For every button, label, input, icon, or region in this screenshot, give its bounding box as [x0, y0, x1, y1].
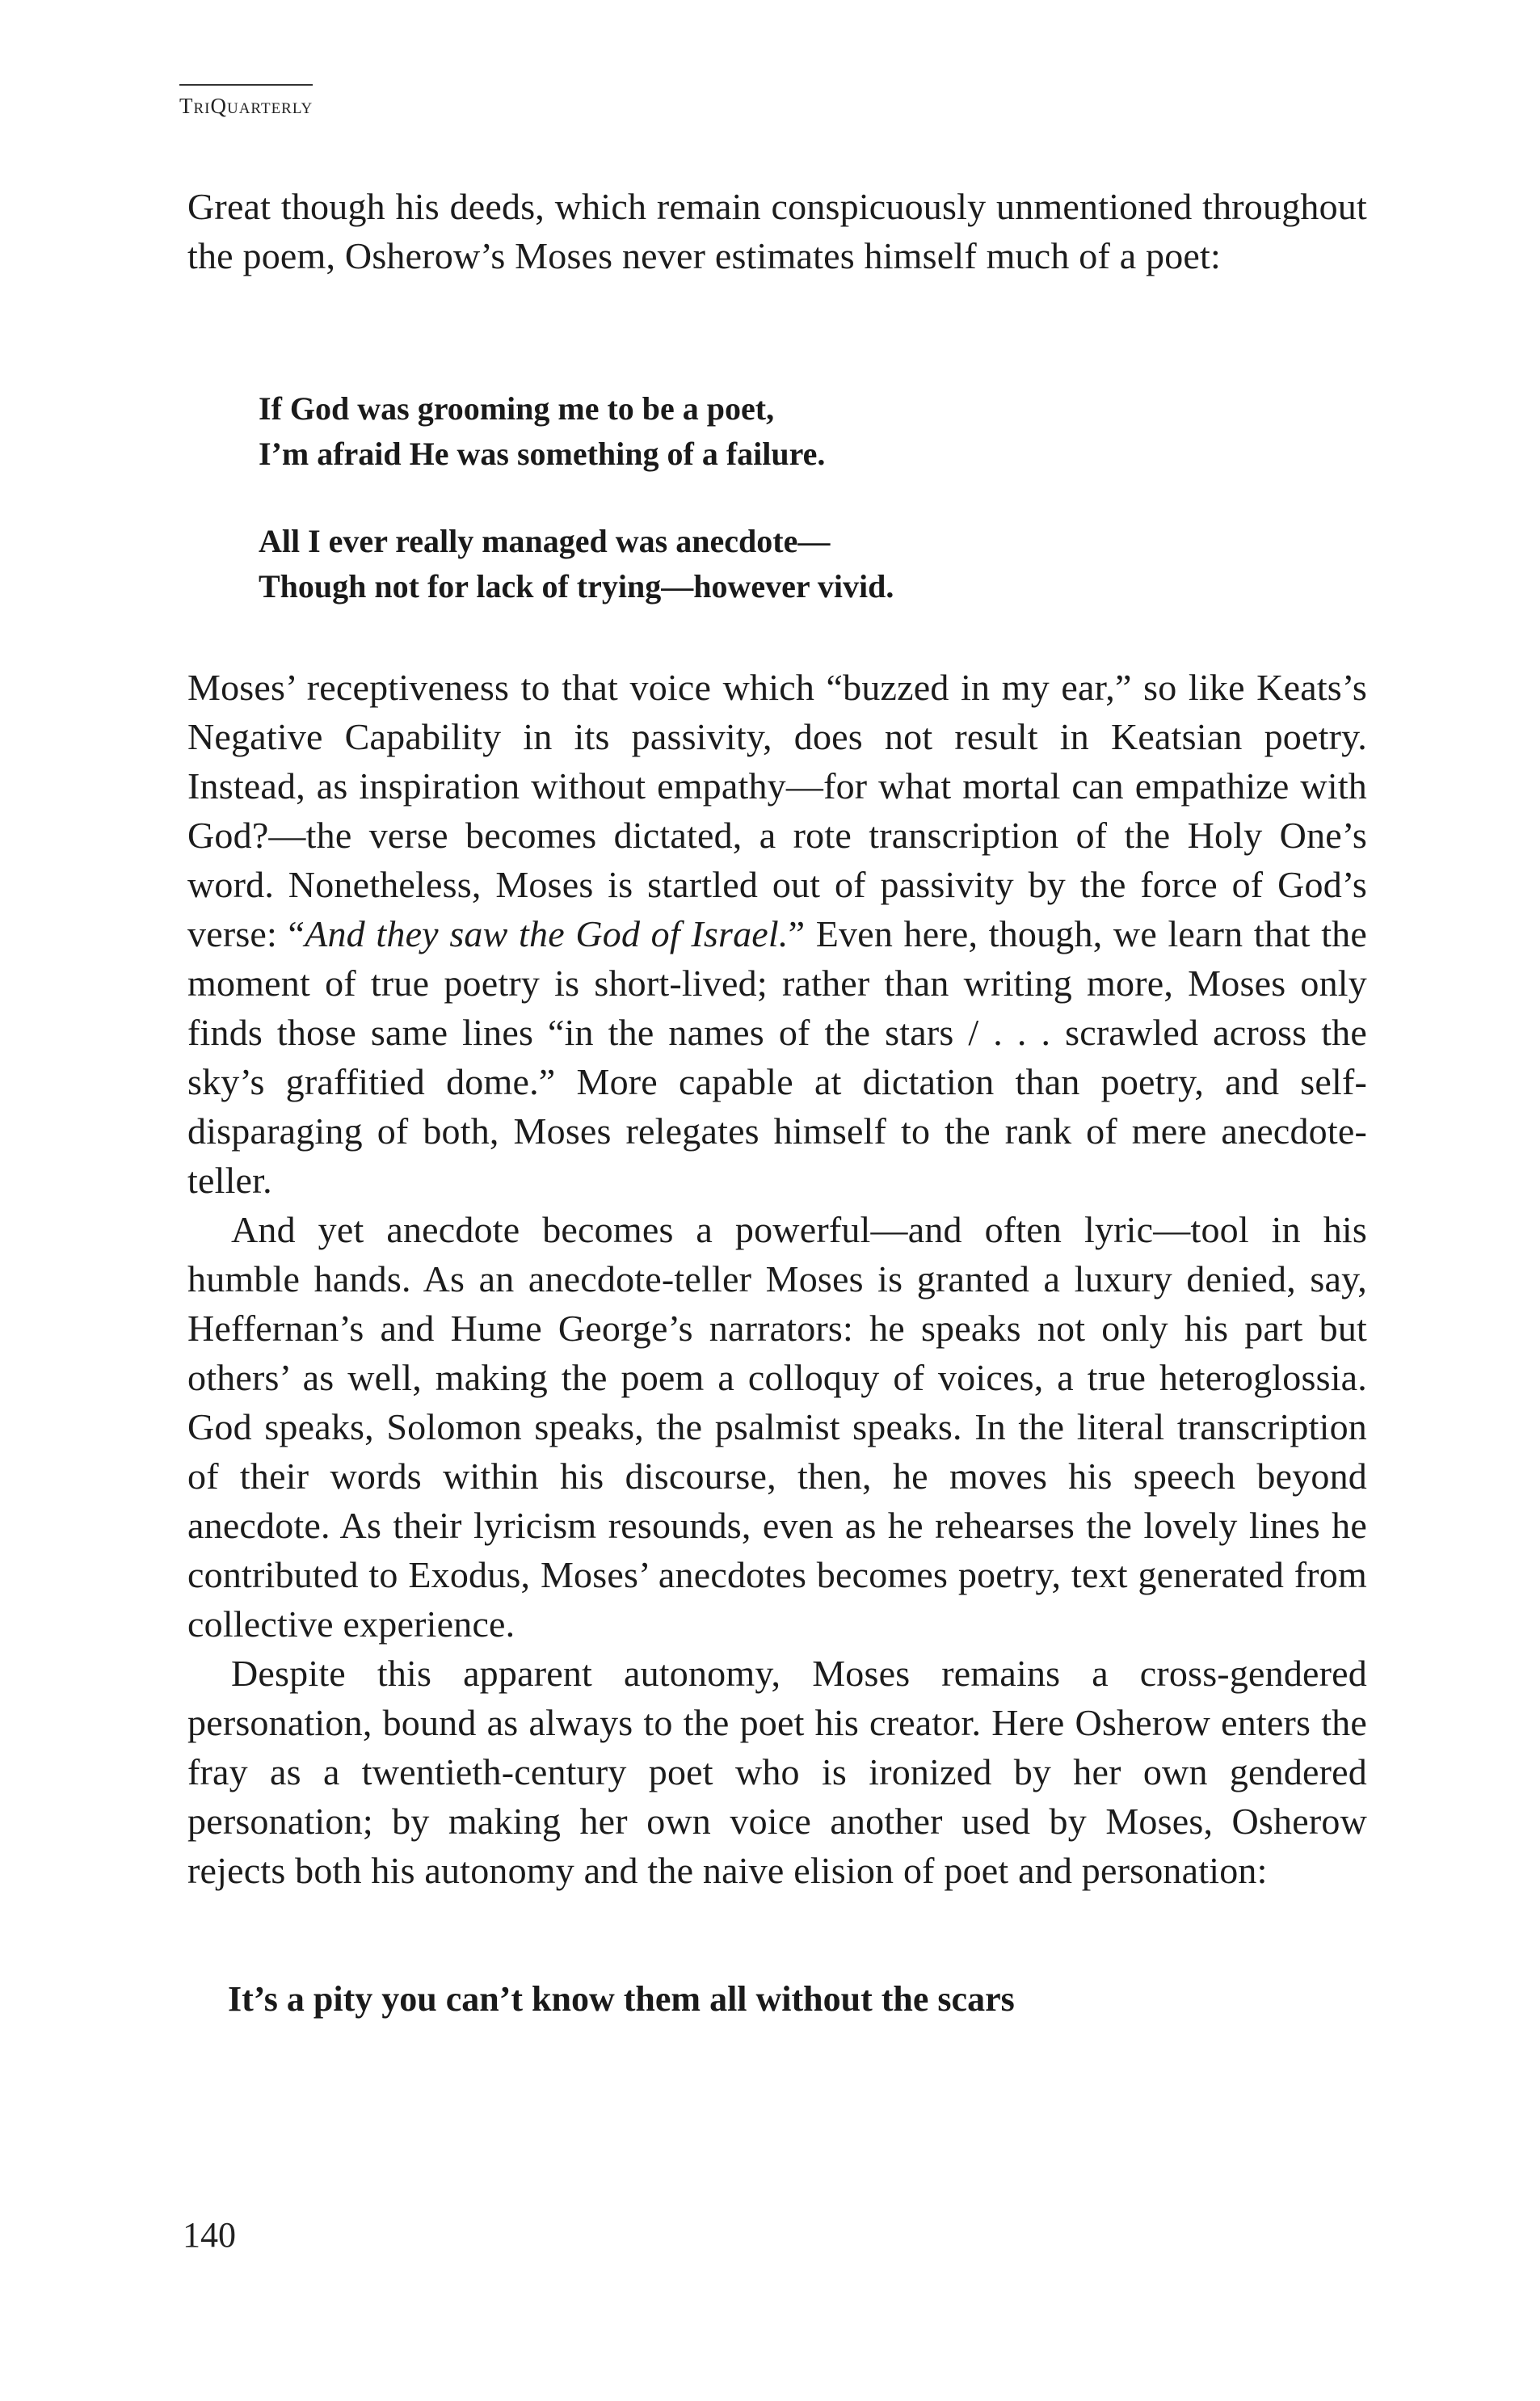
- verse-line: If God was grooming me to be a poet,: [259, 390, 775, 427]
- paragraph-2-part-a: Moses’ receptiveness to that voice which “buzzed in my ear,” so like Keats’s Negative Capability in its passivity, does not result in Keatsian poetry. Instead, as inspiration without empathy—for what mortal can empathize with God?—the verse becomes dictated, a rote transcription of the Holy One’s word. Nonetheless, Moses is startled out of passivity by the force of God’s verse: “: [187, 667, 1367, 954]
- intro-paragraph-block: [187, 182, 1367, 280]
- page-number: 140: [183, 2215, 236, 2255]
- verse-line: I’m afraid He was something of a failure.: [259, 436, 826, 472]
- verse-line: Though not for lack of trying—however vivid.: [259, 568, 894, 604]
- paragraph-2-italic-quote: And they saw the God of Israel.: [305, 913, 789, 954]
- verse-line: All I ever really managed was anecdote—: [259, 523, 831, 559]
- paragraph-4: Despite this apparent autonomy, Moses remains a cross-gendered personation, bound as always to the poet his creator. Here Osherow enters the fray as a twentieth-century poet who is ironized by her own gendered personation; by making her own voice another used by Moses, Osherow rejects both his autonomy and the naive elision of poet and personation:: [187, 1653, 1367, 1891]
- verse-quote-stanza-1: [259, 386, 825, 477]
- paragraph-2-part-b: ” Even here, though, we learn that the moment of true poetry is short-lived; rather than writing more, Moses only finds those same lines “in the names of the stars / . . . scrawled across the sky’s graffitied dome.” More capable at dictation than poetry, and self-disparaging of both, Moses relegates himself to the rank of mere anecdote-teller.: [187, 913, 1367, 1201]
- running-head: TriQuarterly: [179, 84, 313, 119]
- verse-quote-stanza-2: [259, 519, 894, 609]
- intro-paragraph: Great though his deeds, which remain conspicuously unmentioned throughout the poem, Osherow’s Moses never estimates himself much of a poet:: [187, 186, 1367, 276]
- paragraph-3: And yet anecdote becomes a powerful—and often lyric—tool in his humble hands. As an anecdote-teller Moses is granted a luxury denied, say, Heffernan’s and Hume George’s narrators: he speaks not only his part but others’ as well, making the poem a colloquy of voices, a true heteroglossia. God speaks, Solomon speaks, the psalmist speaks. In the literal transcription of their words within his discourse, then, he moves his speech beyond anecdote. As their lyricism resounds, even as he rehearses the lovely lines he contributed to Exodus, Moses’ anecdotes becomes poetry, text generated from collective experience.: [187, 1209, 1367, 1645]
- body-text-block: [187, 663, 1367, 1895]
- verse-quote-closing: It’s a pity you can’t know them all without the scars: [228, 1979, 1015, 2019]
- paragraph-2: [187, 663, 1367, 1205]
